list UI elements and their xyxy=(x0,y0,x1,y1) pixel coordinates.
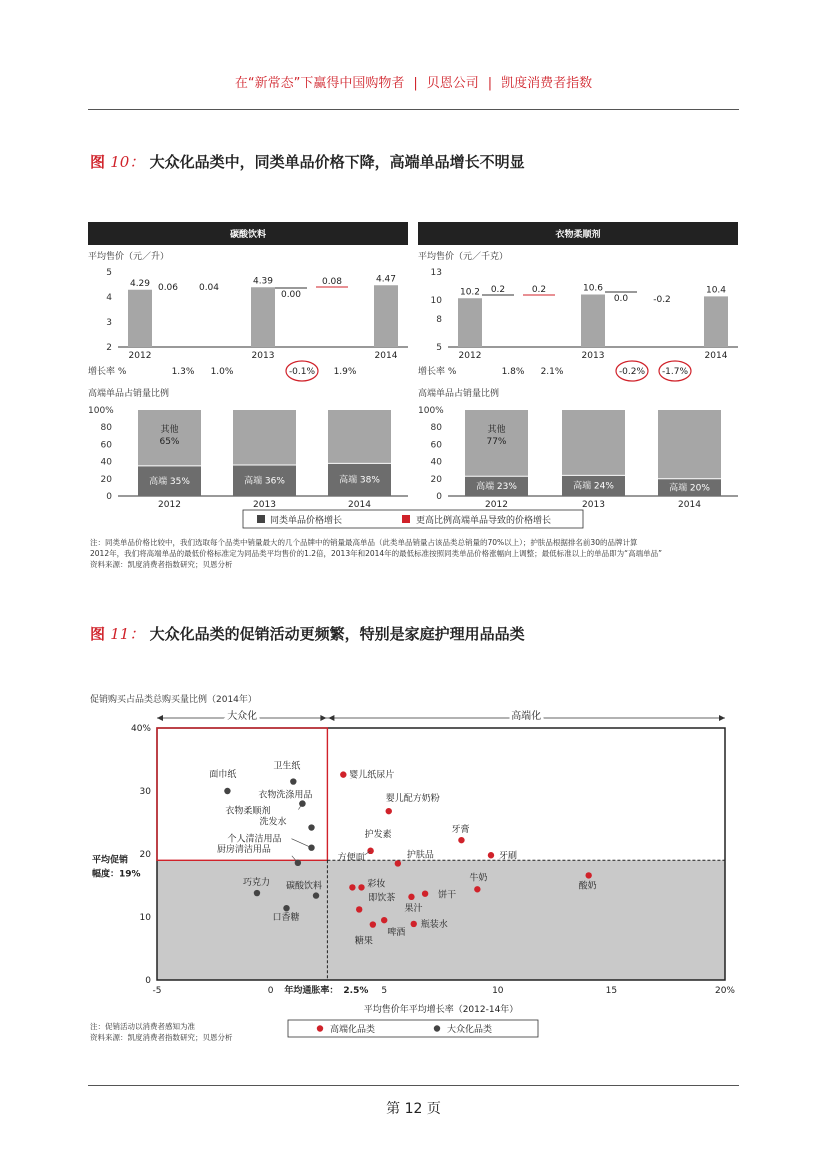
figure-10-title xyxy=(90,151,525,172)
mass-category-dot xyxy=(290,778,296,784)
point-label: 牛奶 xyxy=(469,873,488,884)
figure-label: 图 xyxy=(90,625,106,643)
premium-category-dot xyxy=(395,860,401,866)
figure-11-title xyxy=(90,623,525,644)
point-label: 巧克力 xyxy=(242,878,270,889)
share-chart-label: 高端单品占销量比例 xyxy=(88,389,170,399)
share-y-tick: 0 xyxy=(436,492,442,502)
y-tick-label: 0 xyxy=(145,976,151,986)
bar-value-label: 10.6 xyxy=(582,283,604,294)
bridge-step-label: 0.0 xyxy=(613,294,629,304)
premium-category-dot xyxy=(349,884,355,890)
point-label: 酸奶 xyxy=(578,881,597,892)
point-label: 衣物柔顺剂 xyxy=(225,806,271,817)
figure-label: 图 xyxy=(90,153,106,171)
mass-category-dot xyxy=(313,892,319,898)
share-bar-other xyxy=(562,410,625,475)
share-bar-other xyxy=(233,410,296,465)
legend-label: 大众化品类 xyxy=(447,1025,493,1035)
premium-category-dot xyxy=(458,837,464,843)
x-tick-label: 2012 xyxy=(458,351,482,361)
y-tick-label: 3 xyxy=(106,318,112,328)
price-bar xyxy=(581,295,605,348)
price-bar xyxy=(458,298,482,347)
price-bar xyxy=(251,287,275,347)
share-x-tick: 2012 xyxy=(485,500,508,510)
growth-value: 2.1% xyxy=(540,367,564,377)
bridge-step-label: 0.2 xyxy=(490,285,506,295)
premium-share-label: 高端 23% xyxy=(476,482,517,493)
share-chart-label: 高端单品占销量比例 xyxy=(418,389,500,399)
legend-label: 高端化品类 xyxy=(330,1025,376,1035)
point-label: 啤酒 xyxy=(387,928,406,939)
x-tick-label: 2013 xyxy=(581,351,605,361)
bridge-step-label: 0.04 xyxy=(198,283,220,293)
premium-category-dot xyxy=(408,894,414,900)
premium-share-label: 高端 38% xyxy=(339,475,380,486)
share-x-tick: 2013 xyxy=(253,500,276,510)
y-axis-label: 平均售价（元／千克） xyxy=(418,252,509,262)
point-label: 衣物洗涤用品 xyxy=(258,790,313,801)
note-line: 资料来源：凯度消费者指数研究；贝恩分析 xyxy=(90,560,233,569)
growth-value: 1.0% xyxy=(210,367,234,377)
legend-label: 更高比例高端单品导致的价格增长 xyxy=(416,516,552,526)
legend-dot-mass xyxy=(434,1025,440,1031)
avg-inflation-label: 年均通胀率： xyxy=(284,986,339,996)
growth-row-label: 增长率 % xyxy=(88,367,127,377)
share-y-tick: 20 xyxy=(100,474,112,485)
figure-colon: ： xyxy=(129,625,145,643)
premium-category-dot xyxy=(386,808,392,814)
share-y-tick: 0 xyxy=(106,492,112,502)
panel-title: 衣物柔顺剂 xyxy=(555,230,601,240)
leader-line xyxy=(291,839,311,848)
y-tick-label: 4 xyxy=(106,293,112,303)
x-tick-label: 2012 xyxy=(128,351,152,361)
price-bar xyxy=(704,296,728,347)
y-tick-label: 5 xyxy=(106,268,112,278)
bar-value-label: 4.39 xyxy=(252,276,274,287)
bridge-step-label: 0.08 xyxy=(321,277,343,287)
premium-category-dot xyxy=(411,921,417,927)
figure-number: 10 xyxy=(110,153,130,171)
premium-category-dot xyxy=(422,890,428,896)
premium-share-label: 高端 24% xyxy=(573,481,614,492)
y-tick-label: 10 xyxy=(139,913,151,923)
note-line: 注：同类单品价格比较中，我们选取每个品类中销量最大的几个品牌中的销量最高单品（此类单品销量占该品类总销量的70%以上）；护肤品根据排名前30的品牌计算 xyxy=(90,538,638,547)
growth-value: 1.8% xyxy=(501,367,525,377)
bridge-step-label: 0.06 xyxy=(157,283,179,293)
other-share-value: 65% xyxy=(159,437,180,447)
bar-value-label: 10.4 xyxy=(705,285,727,296)
point-label: 方便面 xyxy=(337,852,365,863)
figure-10-chart xyxy=(0,215,827,555)
bridge-step-label: 0.2 xyxy=(531,285,547,295)
x-tick-label: 2014 xyxy=(374,351,398,361)
share-y-tick: 100% xyxy=(88,406,114,416)
share-y-tick: 40 xyxy=(430,457,442,468)
point-label: 碳酸饮料 xyxy=(286,881,323,892)
price-bar xyxy=(374,285,398,347)
share-y-tick: 20 xyxy=(430,474,442,485)
figure-colon: ： xyxy=(129,153,145,171)
premium-category-dot xyxy=(488,852,494,858)
share-x-tick: 2014 xyxy=(678,500,701,510)
avg-promo-label: 平均促销 xyxy=(92,855,129,866)
figure-title-text: 大众化品类中，同类单品价格下降，高端单品增长不明显 xyxy=(149,153,525,171)
share-y-tick: 80 xyxy=(430,423,442,434)
bridge-step-label: 0.00 xyxy=(280,290,302,300)
share-bar-other xyxy=(658,410,721,479)
growth-value: 1.3% xyxy=(171,367,195,377)
premium-share-label: 高端 36% xyxy=(244,476,285,487)
point-label: 面巾纸 xyxy=(209,770,237,780)
premium-share-label: 高端 35% xyxy=(149,476,190,487)
mass-category-dot xyxy=(283,905,289,911)
point-label: 饼干 xyxy=(438,890,457,901)
x-tick-label: 2013 xyxy=(251,351,275,361)
premium-category-dot xyxy=(585,872,591,878)
header-rule xyxy=(88,109,739,110)
point-label: 卫生纸 xyxy=(273,761,301,772)
share-x-tick: 2013 xyxy=(582,500,605,510)
bridge-step-label: -0.2 xyxy=(653,295,671,305)
legend-swatch-same xyxy=(257,515,265,523)
y-tick-label: 5 xyxy=(436,343,442,353)
header-separator: | xyxy=(413,76,418,91)
point-label: 彩妆 xyxy=(367,879,386,890)
y-axis-label: 促销购买占品类总购买量比例（2014年） xyxy=(90,695,257,705)
premium-category-dot xyxy=(367,848,373,854)
premium-share-label: 高端 20% xyxy=(669,483,710,494)
x-tick-label: 15 xyxy=(605,986,618,996)
figure-10-notes xyxy=(90,537,662,570)
header-item: 凯度消费者指数 xyxy=(501,76,593,91)
premium-category-dot xyxy=(370,921,376,927)
header-item: 贝恩公司 xyxy=(426,76,479,91)
y-tick-label: 2 xyxy=(106,343,112,353)
note-line: 注：促销活动以消费者感知为准 xyxy=(90,1022,195,1031)
figure-11-chart xyxy=(0,685,827,1045)
bar-value-label: 4.29 xyxy=(129,278,151,289)
share-bar-other xyxy=(328,410,391,463)
mass-label: 大众化 xyxy=(227,711,258,722)
figure-number: 11 xyxy=(110,625,130,643)
share-y-tick: 60 xyxy=(100,440,112,451)
footer-rule xyxy=(88,1085,739,1086)
growth-value: -1.7% xyxy=(661,367,689,377)
header-item: 在“新常态”下赢得中国购物者 xyxy=(234,76,405,91)
growth-value: -0.2% xyxy=(618,367,646,377)
panel-title: 碳酸饮料 xyxy=(229,230,267,240)
share-x-tick: 2014 xyxy=(348,500,371,510)
legend-swatch-premium xyxy=(402,515,410,523)
point-label: 牙膏 xyxy=(451,825,470,836)
growth-row-label: 增长率 % xyxy=(418,367,457,377)
share-y-tick: 60 xyxy=(430,440,442,451)
legend-dot-premium xyxy=(317,1025,323,1031)
y-tick-label: 40% xyxy=(130,724,151,734)
point-label: 婴儿配方奶粉 xyxy=(385,794,440,805)
running-header xyxy=(0,72,827,91)
share-y-tick: 80 xyxy=(100,423,112,434)
share-y-tick: 100% xyxy=(418,406,444,416)
point-label: 果汁 xyxy=(404,903,423,914)
premium-category-dot xyxy=(358,884,364,890)
mass-category-dot xyxy=(299,800,305,806)
x-tick-label: 5 xyxy=(381,986,388,996)
avg-promo-value: 幅度：19% xyxy=(92,869,141,880)
avg-inflation-value: 2.5% xyxy=(343,986,369,996)
y-tick-label: 20 xyxy=(139,850,151,860)
mass-category-dot xyxy=(308,824,314,830)
other-share-value: 77% xyxy=(486,437,507,447)
share-y-tick: 40 xyxy=(100,457,112,468)
premium-category-dot xyxy=(474,886,480,892)
growth-value: -0.1% xyxy=(288,367,316,377)
point-label: 护发素 xyxy=(364,829,392,840)
point-label: 即饮茶 xyxy=(368,893,396,904)
point-label: 护肤品 xyxy=(406,850,434,861)
price-bar xyxy=(128,290,152,347)
mass-category-dot xyxy=(254,890,260,896)
x-tick-label: 2014 xyxy=(704,351,728,361)
bar-value-label: 4.47 xyxy=(375,274,397,285)
other-share-label: 其他 xyxy=(487,425,506,435)
legend-label: 同类单品价格增长 xyxy=(270,516,343,526)
legend-box xyxy=(288,1020,538,1037)
point-label: 糖果 xyxy=(354,936,373,947)
point-label: 瓶装水 xyxy=(420,919,448,930)
y-tick-label: 10 xyxy=(430,296,442,307)
figure-title-text: 大众化品类的促销活动更频繁，特别是家庭护理用品品类 xyxy=(149,625,525,643)
x-tick-label: 20% xyxy=(714,986,736,996)
bar-value-label: 10.2 xyxy=(459,287,481,298)
other-share-label: 其他 xyxy=(160,425,179,435)
point-label: 牙刷 xyxy=(498,851,517,862)
premium-category-dot xyxy=(381,917,387,923)
point-label: 个人清洁用品 xyxy=(227,834,282,845)
point-label: 洗发水 xyxy=(259,817,287,828)
premium-label: 高端化 xyxy=(511,711,542,722)
premium-category-dot xyxy=(356,906,362,912)
point-label: 口香糖 xyxy=(272,913,300,924)
y-axis-label: 平均售价（元／升） xyxy=(88,252,170,262)
page-number: 第 12 页 xyxy=(386,1101,441,1117)
mass-category-dot xyxy=(224,788,230,794)
share-x-tick: 2012 xyxy=(158,500,181,510)
point-label: 厨房清洁用品 xyxy=(216,844,271,855)
point-label: 婴儿纸尿片 xyxy=(349,770,395,781)
y-tick-label: 8 xyxy=(436,314,442,325)
x-tick-label: -5 xyxy=(152,986,162,996)
header-separator: | xyxy=(487,76,493,91)
growth-value: 1.9% xyxy=(333,367,357,377)
x-tick-label: 0 xyxy=(267,986,274,996)
note-line: 资料来源：凯度消费者指数研究；贝恩分析 xyxy=(90,1033,233,1042)
figure-11-notes xyxy=(90,1021,233,1043)
y-tick-label: 30 xyxy=(139,787,151,797)
y-tick-label: 13 xyxy=(430,268,442,278)
x-tick-label: 10 xyxy=(492,986,504,996)
note-line: 2012年，我们将高端单品的最低价格标准定为同品类平均售价的1.2倍，2013年和2014年的最低标准按照同类单品价格涨幅向上调整；最低标准以上的单品即为“高端单品” xyxy=(90,549,662,558)
x-axis-label: 平均售价年平均增长率（2012-14年） xyxy=(363,1005,519,1015)
premium-category-dot xyxy=(340,771,346,777)
